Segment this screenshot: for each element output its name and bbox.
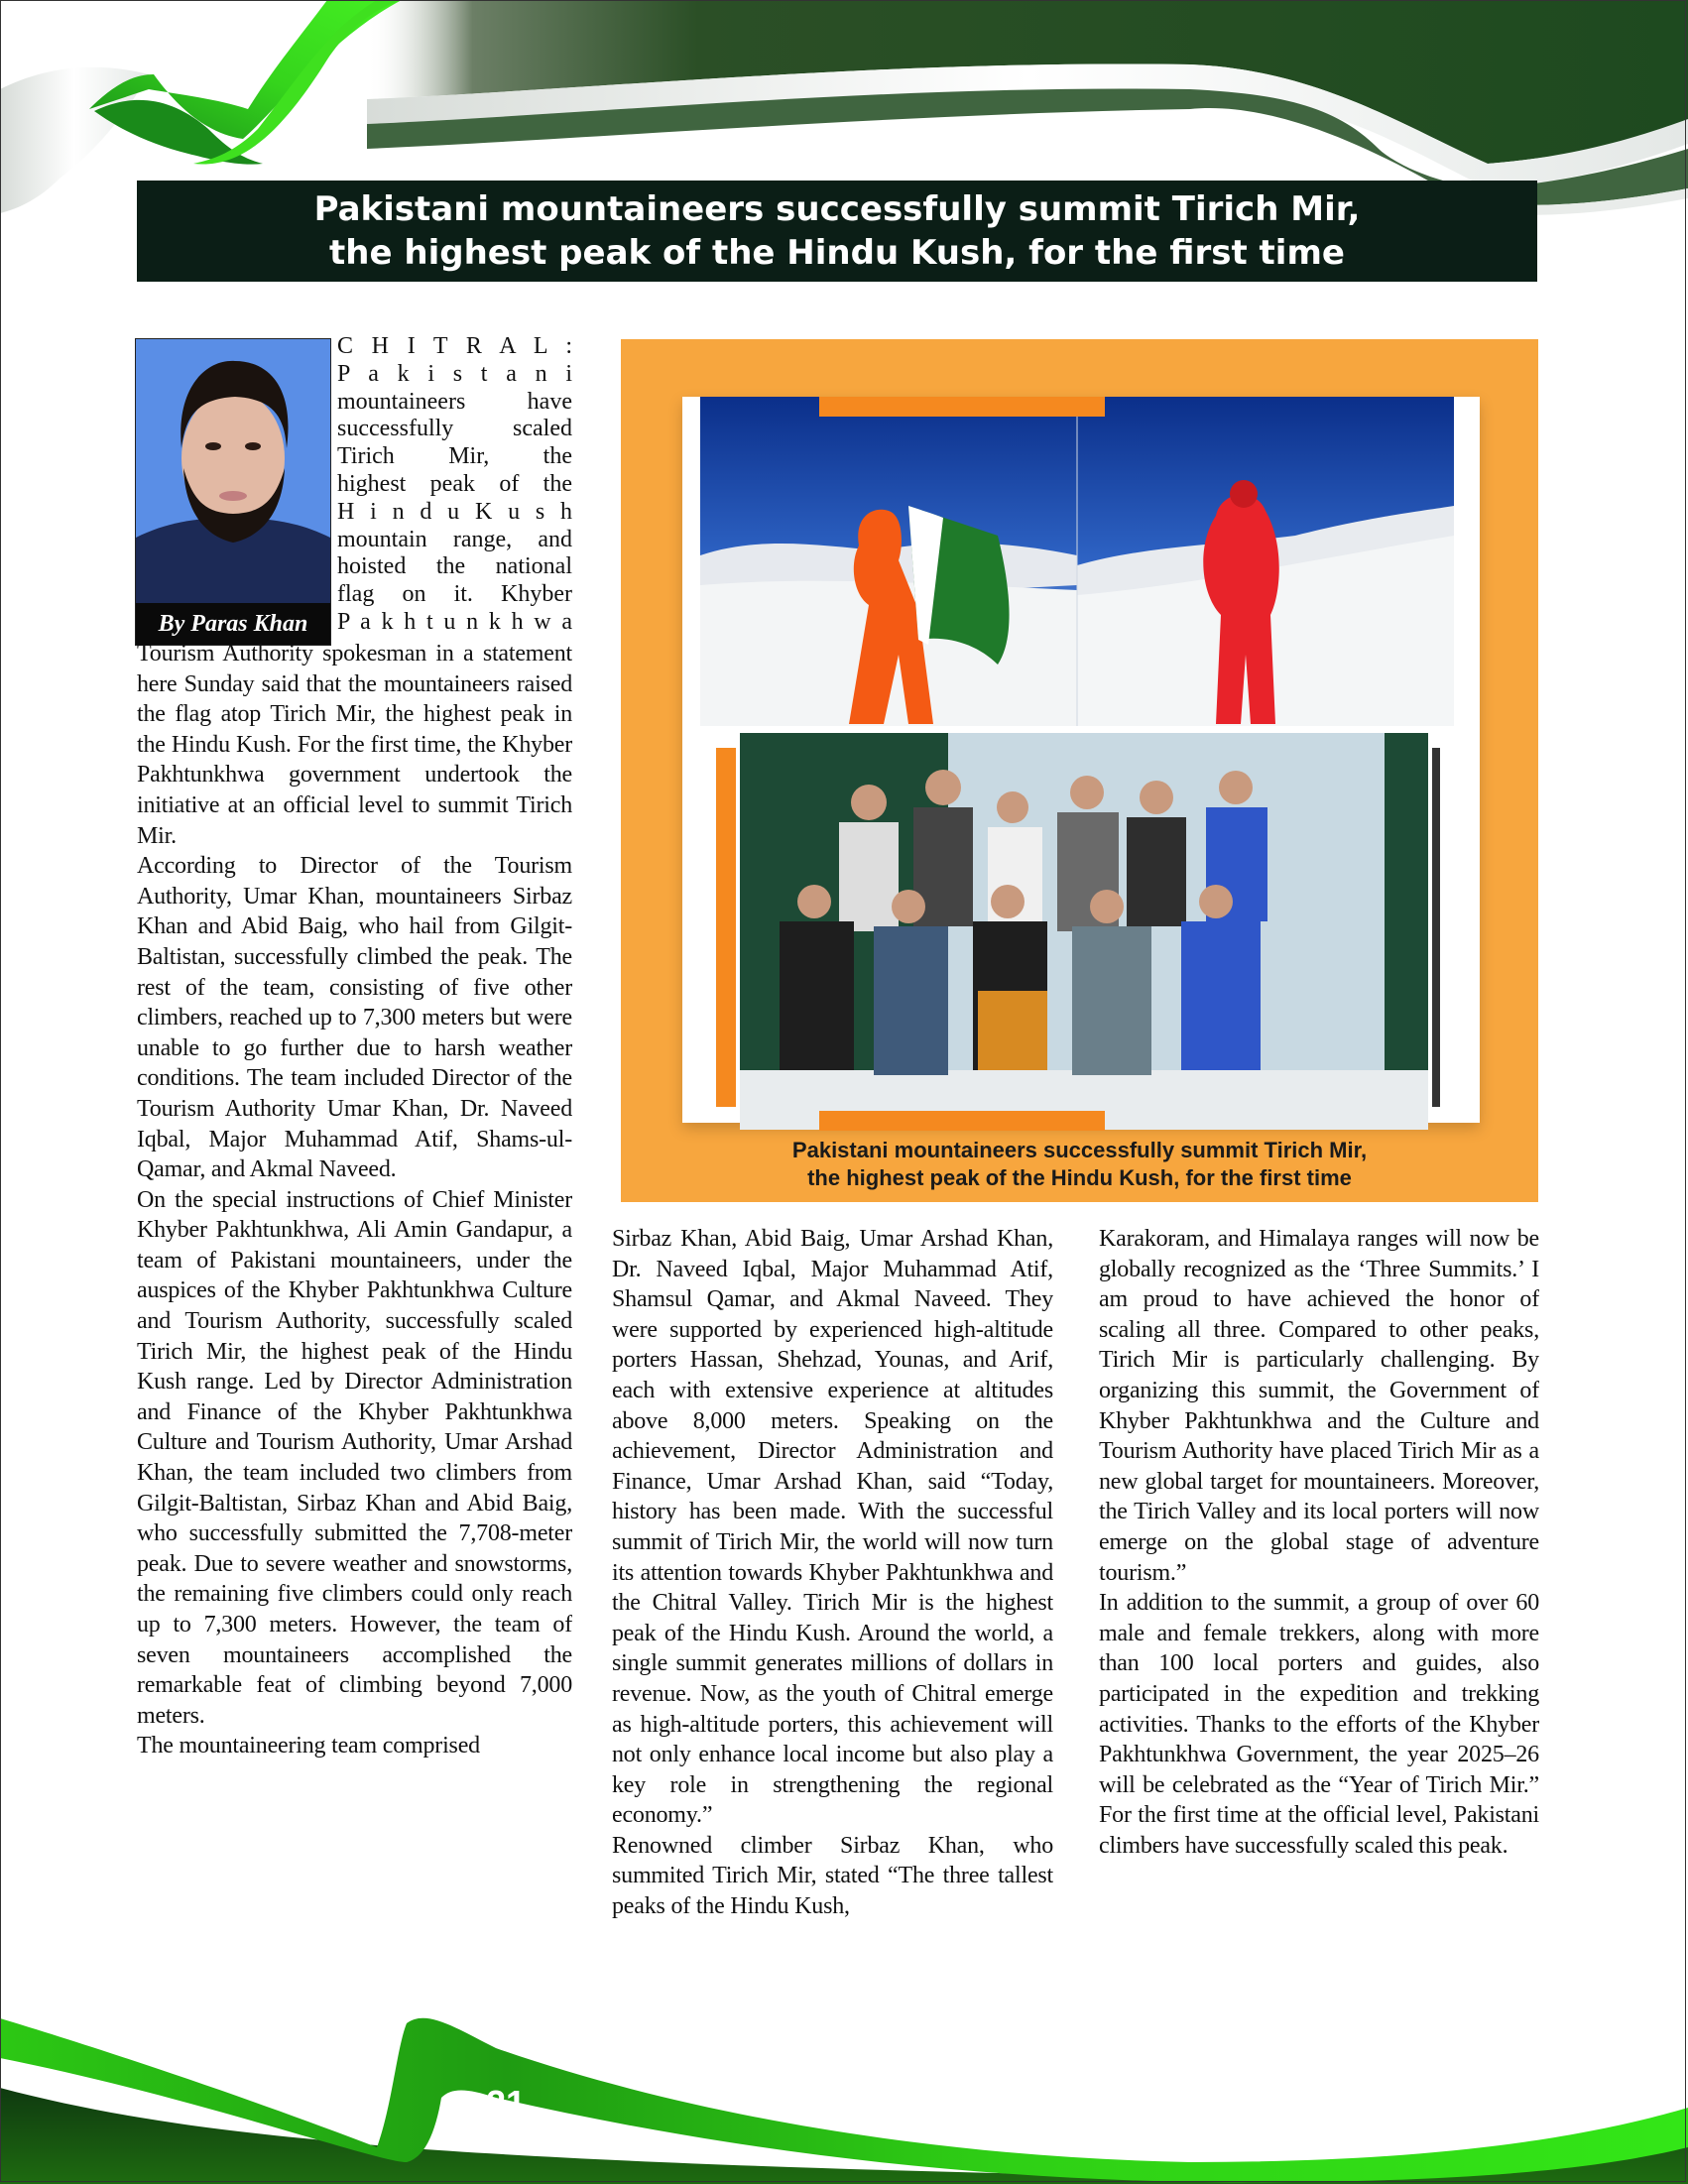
bottom-ribbon-decoration xyxy=(0,1989,1688,2184)
crescent-star-icon xyxy=(302,50,352,99)
photo-caption-line-2: the highest peak of the Hindu Kush, for the first time xyxy=(807,1165,1352,1190)
intro-column xyxy=(337,333,572,637)
intro-line: Tirich Mir, the xyxy=(337,443,572,470)
left-paragraph-3: On the special instructions of Chief Minister Khyber Pakhtunkhwa, Ali Amin Gandapur, a team of Pakistani mountaineers, under the auspices of the Khyber Pakhtunkhwa Culture and Tourism Authority, successfully scaled Tirich Mir, the highest peak of the Hindu Kush range. Led by Director Administration and Finance of the Khyber Pakhtunkhwa Culture and Tourism Authority, Umar Arshad Khan, the team included two climbers from Gilgit-Baltistan, Sirbaz Khan and Abid Baig, who successfully submitted the 7,708-meter peak. Due to severe weather and snowstorms, the remaining five climbers could only reach up to 7,300 meters. However, the team of seven mountaineers accomplished the remarkable feat of climbing beyond 7,000 meters. xyxy=(137,1186,572,1729)
middle-column xyxy=(612,1224,1053,1984)
middle-paragraph-1: Sirbaz Khan, Abid Baig, Umar Arshad Khan, Dr. Naveed Iqbal, Major Muhammad Atif, Shamsul Qamar, and Akmal Naveed. They were supported by experienced high-altitude porters Hassan, Shehzad, Younas, and Arif, each with extensive experience at altitudes above 8,000 meters. Speaking on the achievement, Director Administration and Finance, Umar Arshad Khan, said “Today, history has been made. With the successful summit of Tirich Mir, the world will now turn its attention towards Khyber Pakhtunkhwa and the Chitral Valley. Tirich Mir is the highest peak of the Hindu Kush. Around the world, a single summit generates millions of dollars in revenue. Now, as the youth of Chitral emerge as high-altitude porters, this achievement will not only enhance local income but also play a key role in strengthening the regional economy.” xyxy=(612,1226,1053,1829)
orange-accent-left xyxy=(716,748,736,1107)
middle-paragraph-2: Renowned climber Sirbaz Khan, who summited Tirich Mir, stated “The three tallest peaks of the Hindu Kush, xyxy=(612,1832,1053,1920)
left-column xyxy=(137,639,572,1984)
left-paragraph-1: Tourism Authority spokesman in a statement here Sunday said that the mountaineers raised the flag atop Tirich Mir, the highest peak in the Hindu Kush. For the first time, the Khyber Pakhtunkhwa government undertook the initiative at an official level to summit Tirich Mir. xyxy=(137,641,572,849)
intro-line: flag on it. Khyber xyxy=(337,581,572,608)
headline-line-1: Pakistani mountaineers successfully summit Tirich Mir, xyxy=(313,189,1361,229)
summit-photos xyxy=(700,397,1454,726)
author-box xyxy=(135,338,331,646)
photo-caption xyxy=(621,1137,1538,1196)
intro-line: C H I T R A L : xyxy=(337,333,572,359)
photo-feature xyxy=(621,339,1538,1202)
headline-line-2: the highest peak of the Hindu Kush, for the first time xyxy=(329,233,1345,273)
intro-line: hoisted the national xyxy=(337,553,572,580)
group-photo xyxy=(740,733,1428,1130)
intro-line: H i n d u K u s h xyxy=(337,498,572,525)
intro-line: highest peak of the xyxy=(337,470,572,497)
intro-line: successfully scaled xyxy=(337,416,572,442)
page-number: 21 xyxy=(486,2083,527,2123)
photo-caption-line-1: Pakistani mountaineers successfully summit Tirich Mir, xyxy=(791,1138,1368,1162)
orange-accent-bar-top xyxy=(819,397,1105,417)
intro-line: P a k i s t a n i xyxy=(337,360,572,387)
orange-accent-bar-bottom xyxy=(819,1111,1105,1131)
right-paragraph-1: Karakoram, and Himalaya ranges will now be globally recognized as the ‘Three Summits.’ I am proud to have achieved the honor of scaling all three. Compared to other peaks, Tirich Mir is particularly challenging. By organizing this summit, the Government of Khyber Pakhtunkhwa and the Culture and Tourism Authority have placed Tirich Mir as a new global target for mountaineers. Moreover, the Tirich Valley and its local porters will now emerge on the global stage of adventure tourism.” xyxy=(1099,1226,1539,1586)
author-photo xyxy=(136,339,330,603)
dark-accent-right xyxy=(1432,748,1440,1107)
right-column xyxy=(1099,1224,1539,1984)
headline-banner xyxy=(137,181,1537,282)
intro-line: mountain range, and xyxy=(337,526,572,552)
intro-line: P a k h t u n k h w a xyxy=(337,608,572,635)
left-paragraph-2: According to Director of the Tourism Authority, Umar Khan, mountaineers Sirbaz Khan and Abid Baig, who hail from Gilgit-Baltistan, successfully climbed the peak. The rest of the team, consisting of five other climbers, reached up to 7,300 meters but were unable to go further due to harsh weather conditions. The team included Director of the Tourism Authority Umar Khan, Dr. Naveed Iqbal, Major Muhammad Atif, Shams-ul-Qamar, and Akmal Naveed. xyxy=(137,853,572,1183)
intro-line: mountaineers have xyxy=(337,388,572,415)
left-paragraph-4: The mountaineering team comprised xyxy=(137,1733,480,1759)
right-paragraph-2: In addition to the summit, a group of over 60 male and female trekkers, along with more than 100 local porters and guides, also participated in the expedition and trekking activities. Thanks to the efforts of the Khyber Pakhtunkhwa Government, the year 2025–26 will be celebrated as the “Year of Tirich Mir.” For the first time at the official level, Pakistani climbers have successfully scaled this peak. xyxy=(1099,1590,1539,1859)
author-byline: By Paras Khan xyxy=(136,603,330,645)
